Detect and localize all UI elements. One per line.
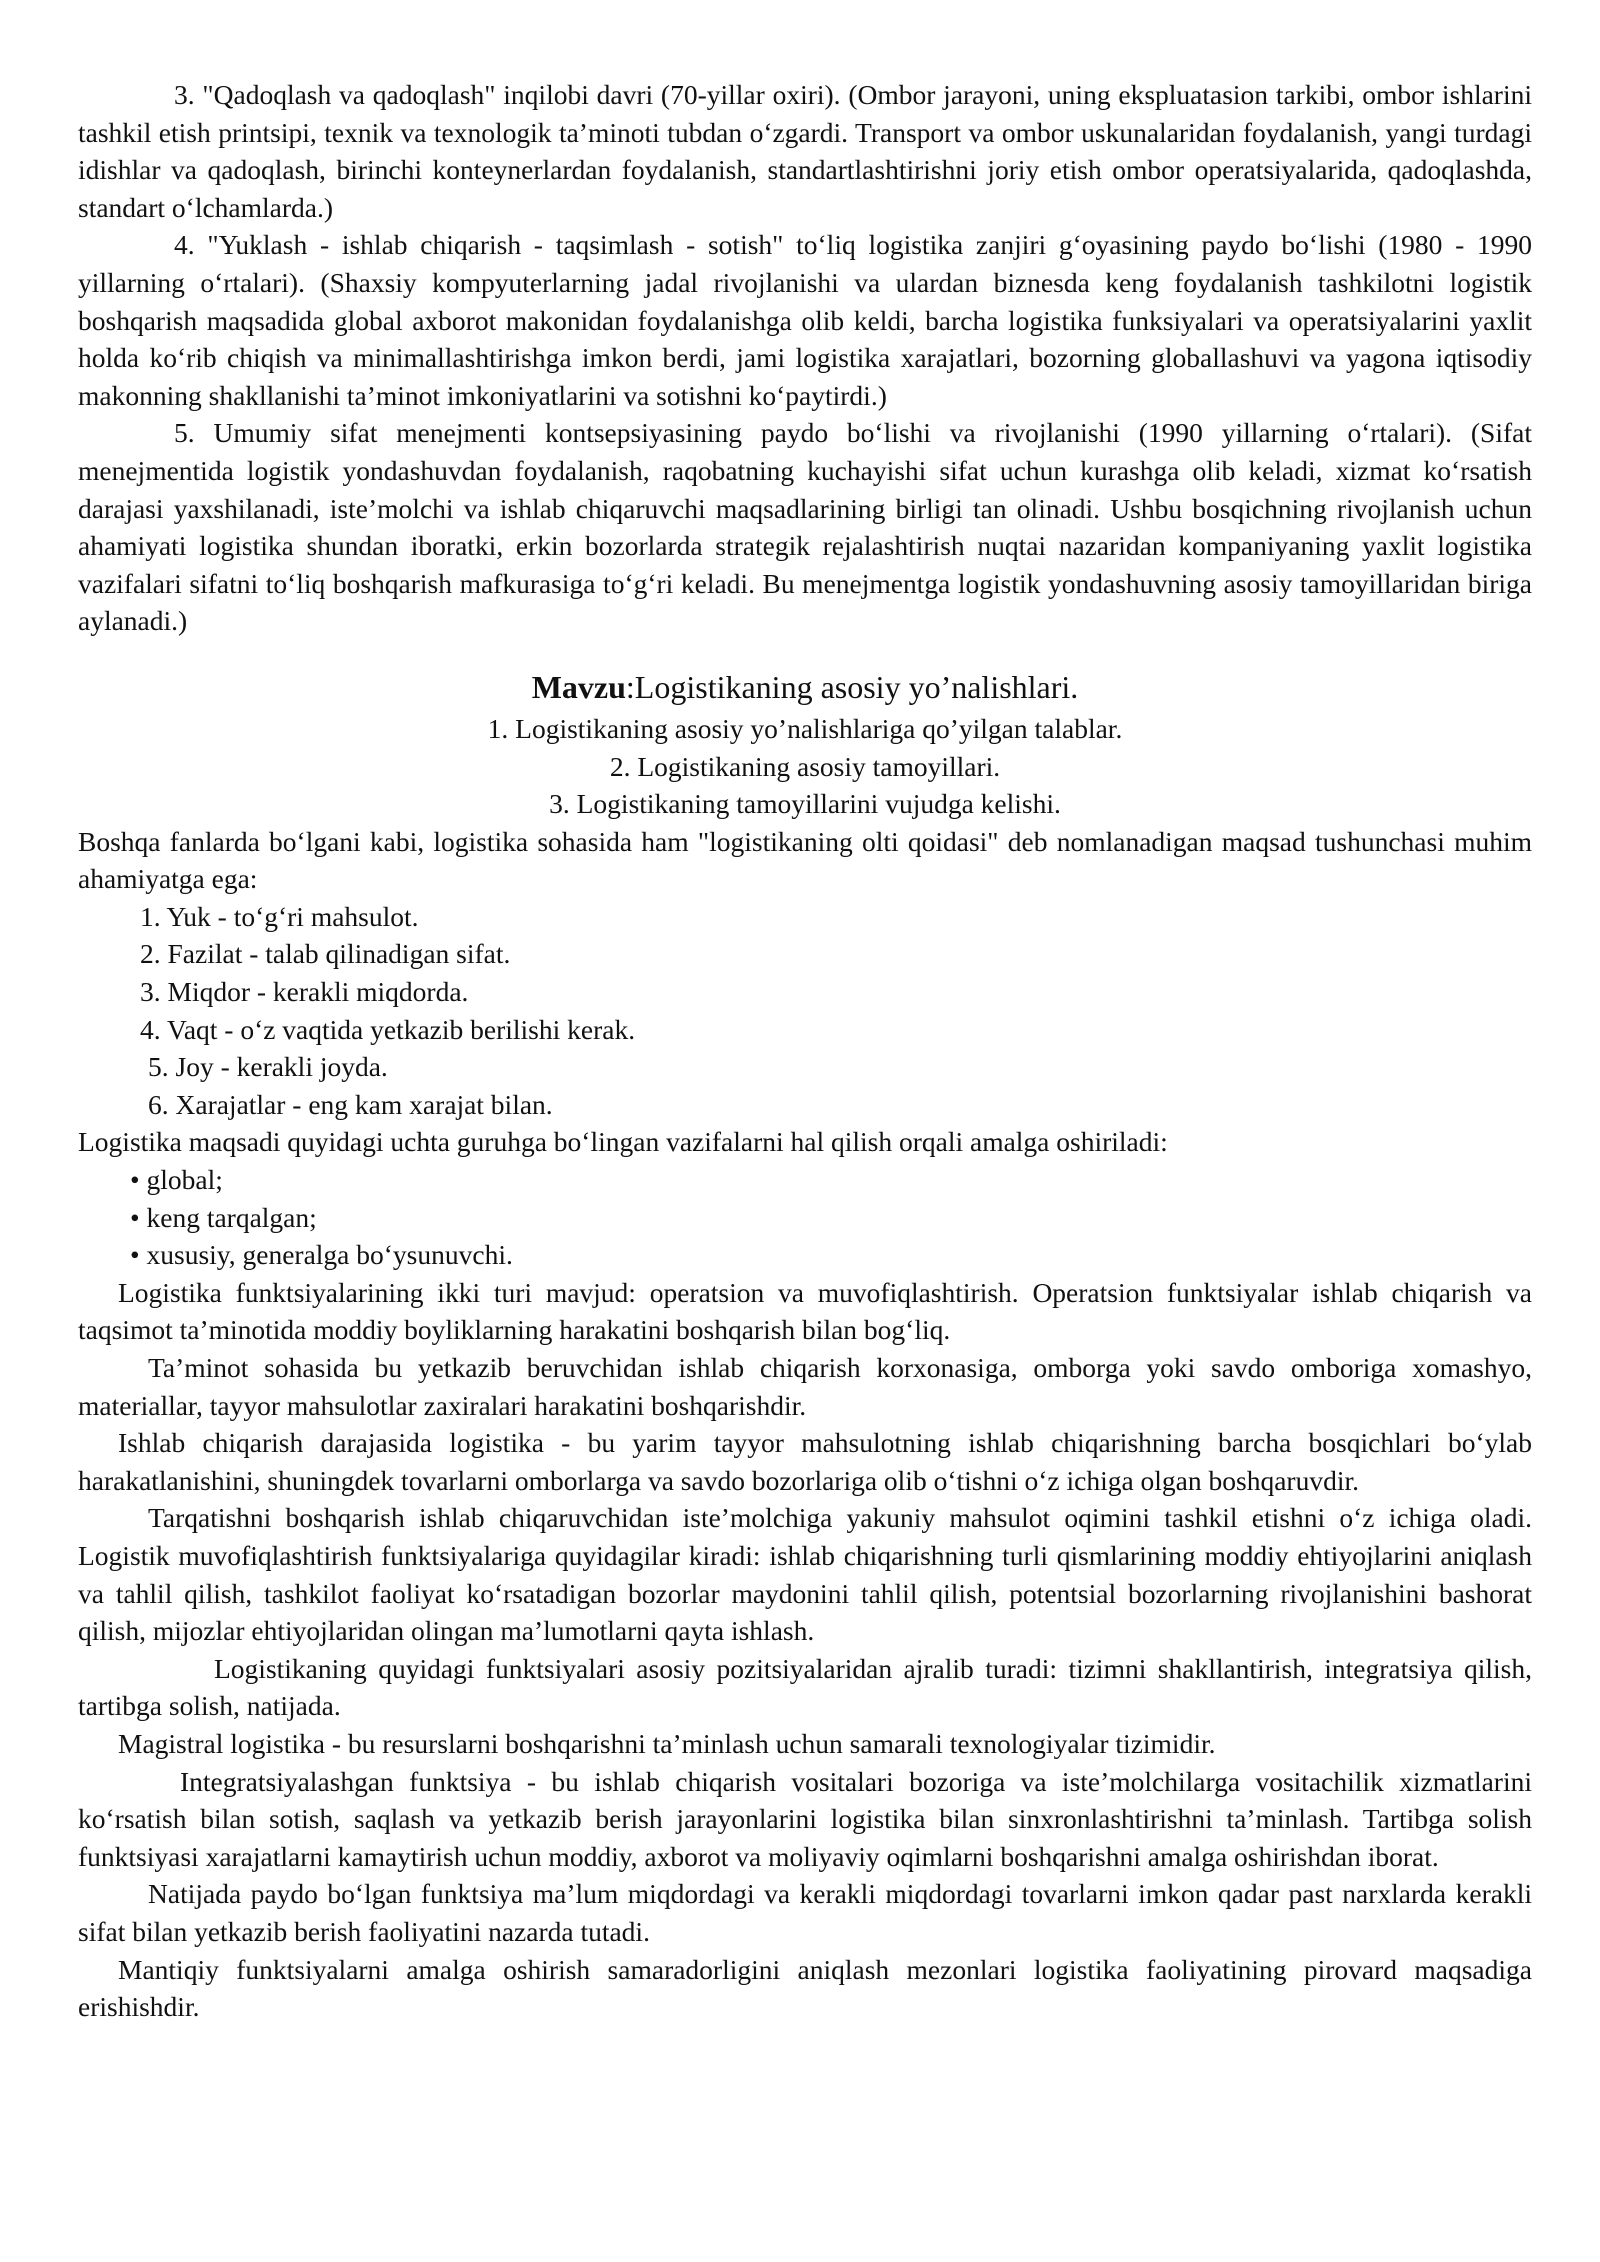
rules-intro: Boshqa fanlarda bo‘lgani kabi, logistika sohasida ham "logistikaning olti qoidasi" deb nomlanadigan maqsad tushunchasi muhim ahamiyatga ega: (78, 825, 1532, 895)
task-groups-list (78, 1161, 1532, 1274)
body-paragraph: Ta’minot sohasida bu yetkazib beruvchidan ishlab chiqarish korxonasiga, omborga yoki savdo omboriga xomashyo, materiallar, tayyor mahsulotlar zaxiralari harakatini boshqarishdir. (78, 1352, 1532, 1421)
rule-item: 4. Vaqt - o‘z vaqtida yetkazib berilishi kerak. (140, 1013, 636, 1045)
groups-intro: Logistika maqsadi quyidagi uchta guruhga bo‘lingan vazifalarni hal qilish orqali amalga oshiriladi: (78, 1126, 1168, 1158)
group-item: • global; (130, 1164, 223, 1196)
rule-item: 5. Joy - kerakli joyda. (148, 1051, 388, 1083)
group-item: • keng tarqalgan; (130, 1201, 317, 1233)
topic-item: 1. Logistikaning asosiy yo’nalishlariga qo’yilgan talablar. (487, 712, 1123, 744)
intro-paragraph-3: 3. "Qadoqlash va qadoqlash" inqilobi davri (70-yillar oxiri). (Ombor jarayoni, uning ekspluatasion tarkibi, ombor ishlarini tashkil etish printsipi, texnik va texnologik ta’minoti tubdan o‘zgardi. Transport va ombor uskunalaridan foydalanish, yangi turdagi idishlar va qadoqlash, birinchi konteynerlardan foydalanish, standartlashtirishni joriy etish ombor operatsiyalarida, qadoqlashda, standart o‘lchamlarda.) (78, 79, 1532, 223)
intro-paragraph-5: 5. Umumiy sifat menejmenti kontsepsiyasining paydo bo‘lishi va rivojlanishi (1990 yillarning o‘rtalari). (Sifat menejmentida logistik yondashuvdan foydalanish, raqobatning kuchayishi sifat uchun kurashga olib keladi, xizmat ko‘rsatish darajasi yaxshilanadi, iste’molchi va ishlab chiqaruvchi maqsadlarining birligi tan olinadi. Ushbu bosqichning rivojlanish uchun ahamiyati logistika shundan iboratki, erkin bozorlarda strategik rejalashtirish nuqtai nazaridan kompaniyaning yaxlit logistika vazifalari sifatni to‘liq boshqarish mafkurasiga to‘g‘ri keladi. Bu menejmentga logistik yondashuvning asosiy tamoyillaridan biriga aylanadi.) (78, 417, 1532, 637)
intro-paragraph-4: 4. "Yuklash - ishlab chiqarish - taqsimlash - sotish" to‘liq logistika zanjiri g‘oyasining paydo bo‘lishi (1980 - 1990 yillarning o‘rtalari). (Shaxsiy kompyuterlarning jadal rivojlanishi va ulardan biznesda keng foydalanish tashkilotni logistik boshqarish maqsadida global axborot makonidan foydalanishga olib keldi, barcha logistika funksiyalari va operatsiyalarini yaxlit holda ko‘rib chiqish va minimallashtirishga imkon berdi, jami logistika xarajatlari, bozorning globallashuvi va yagona iqtisodiy makonning shakllanishi ta’minot imkoniyatlarini va sotishni ko‘paytirdi.) (78, 229, 1532, 411)
body-paragraph: Ishlab chiqarish darajasida logistika - bu yarim tayyor mahsulotning ishlab chiqarishning barcha bosqichlari bo‘ylab harakatlanishini, shuningdek tovarlarni omborlarga va savdo bozorlariga olib o‘tishni o‘z ichiga olgan boshqaruvdir. (78, 1427, 1532, 1496)
body-paragraph: Logistikaning quyidagi funktsiyalari asosiy pozitsiyalaridan ajralib turadi: tizimni shakllantirish, integratsiya qilish, tartibga solish, natijada. (78, 1652, 1532, 1722)
body-paragraph: Tarqatishni boshqarish ishlab chiqaruvchidan iste’molchiga yakuniy mahsulot oqimini tashkil etishni o‘z ichiga oladi. Logistik muvofiqlashtirish funktsiyalariga quyidagilar kiradi: ishlab chiqarishning turli qismlarining moddiy ehtiyojlarini aniqlash va tahlil qilish, tashkilot faoliyat ko‘rsatadigan bozorlar maydonini tahlil qilish, potentsial bozorlarning rivojlanishini bashorat qilish, mijozlar ehtiyojlaridan olingan ma’lumotlarni qayta ishlash. (78, 1502, 1532, 1647)
six-rules-list (78, 898, 1532, 1124)
body-paragraph: Magistral logistika - bu resurslarni boshqarishni ta’minlash uchun samarali texnologiyalar tizimidir. (118, 1727, 1216, 1759)
topic-heading (78, 666, 1532, 708)
topic-item: 2. Logistikaning asosiy tamoyillari. (609, 750, 1001, 782)
rule-item: 2. Fazilat - talab qilinadigan sifat. (140, 938, 511, 970)
body-paragraph: Natijada paydo bo‘lgan funktsiya ma’lum miqdordagi va kerakli miqdordagi tovarlarni imkon qadar past narxlarda kerakli sifat bilan yetkazib berish faoliyatini nazarda tutadi. (78, 1878, 1532, 1947)
body-paragraph: Logistika funktsiyalarining ikki turi mavjud: operatsion va muvofiqlashtirish. Operatsion funktsiyalar ishlab chiqarish va taqsimot ta’minotida moddiy boyliklarning harakatini boshqarish bilan bog‘liq. (78, 1276, 1532, 1346)
topic-title: :Logistikaning asosiy yo’nalishlari. (625, 668, 1079, 705)
document-page (78, 76, 1532, 2026)
topic-label: Mavzu (531, 668, 626, 705)
topic-item: 3. Logistikaning tamoyillarini vujudga kelishi. (549, 788, 1061, 820)
rule-item: 3. Miqdor - kerakli miqdorda. (140, 976, 469, 1008)
body-paragraph: Integratsiyalashgan funktsiya - bu ishlab chiqarish vositalari bozoriga va iste’molchilarga vositachilik xizmatlarini ko‘rsatish bilan sotish, saqlash va yetkazib berish jarayonlarini logistika bilan sinxronlashtirishni ta’minlash. Tartibga solish funktsiyasi xarajatlarni kamaytirish uchun moddiy, axborot va moliyaviy oqimlarni boshqarishni amalga oshirishdan iborat. (78, 1765, 1532, 1872)
rule-item: 1. Yuk - to‘g‘ri mahsulot. (140, 900, 419, 932)
body-paragraph: Mantiqiy funktsiyalarni amalga oshirish samaradorligini aniqlash mezonlari logistika faoliyatining pirovard maqsadiga erishishdir. (78, 1953, 1532, 2023)
group-item: • xususiy, generalga bo‘ysunuvchi. (130, 1239, 513, 1271)
rule-item: 6. Xarajatlar - eng kam xarajat bilan. (148, 1088, 553, 1120)
